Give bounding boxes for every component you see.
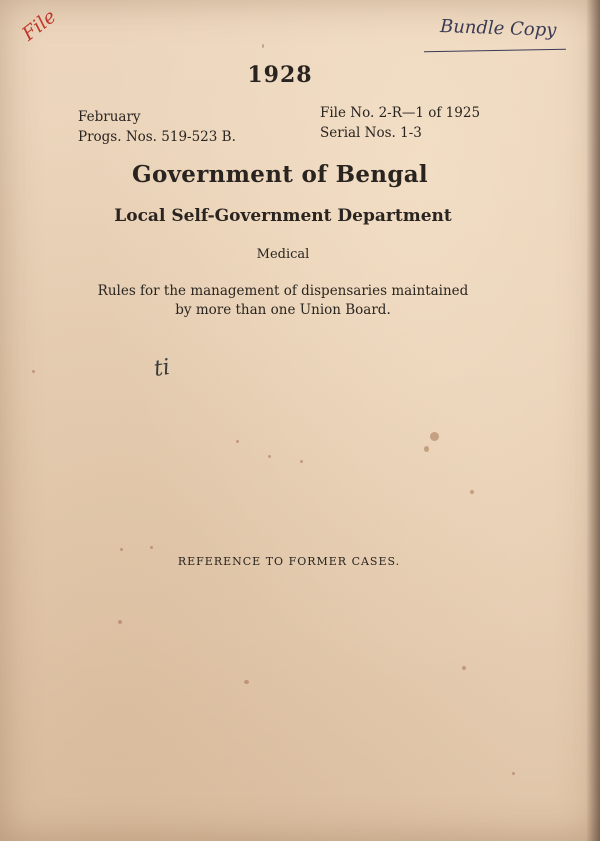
foxing-speck (424, 446, 429, 452)
handwritten-bundle-note: Bundle Copy (439, 15, 557, 42)
reference-heading: REFERENCE TO FORMER CASES. (177, 555, 401, 568)
file-info (320, 103, 480, 143)
month-label: February (78, 109, 141, 125)
handwritten-margin-mark: ti (152, 355, 172, 382)
handwritten-underline (424, 49, 566, 52)
handwritten-file-note: File (18, 5, 61, 46)
subject-text (90, 282, 476, 320)
foxing-speck (150, 546, 153, 549)
foxing-speck (300, 460, 303, 463)
document-year: 1928 (247, 62, 313, 88)
foxing-speck (32, 370, 35, 373)
foxing-speck (268, 455, 271, 458)
foxing-speck (430, 432, 439, 441)
foxing-speck (236, 440, 239, 443)
branch-label: Medical (256, 247, 310, 262)
foxing-speck (462, 666, 466, 670)
foxing-speck (470, 490, 474, 494)
foxing-speck (512, 772, 515, 775)
subject-line-2: by more than one Union Board. (175, 302, 391, 318)
foxing-speck (120, 548, 123, 551)
proceedings-info (78, 107, 236, 147)
government-title: Government of Bengal (132, 161, 428, 188)
foxing-speck (262, 44, 264, 48)
department-title: Local Self-Government Department (114, 206, 452, 226)
foxing-speck (244, 680, 249, 684)
file-number: File No. 2-R—1 of 1925 (320, 105, 481, 121)
subject-line-1: Rules for the management of dispensaries maintained (97, 283, 469, 299)
foxing-speck (118, 620, 122, 624)
serial-numbers: Serial Nos. 1-3 (320, 125, 422, 141)
progs-numbers: Progs. Nos. 519-523 B. (78, 129, 236, 145)
